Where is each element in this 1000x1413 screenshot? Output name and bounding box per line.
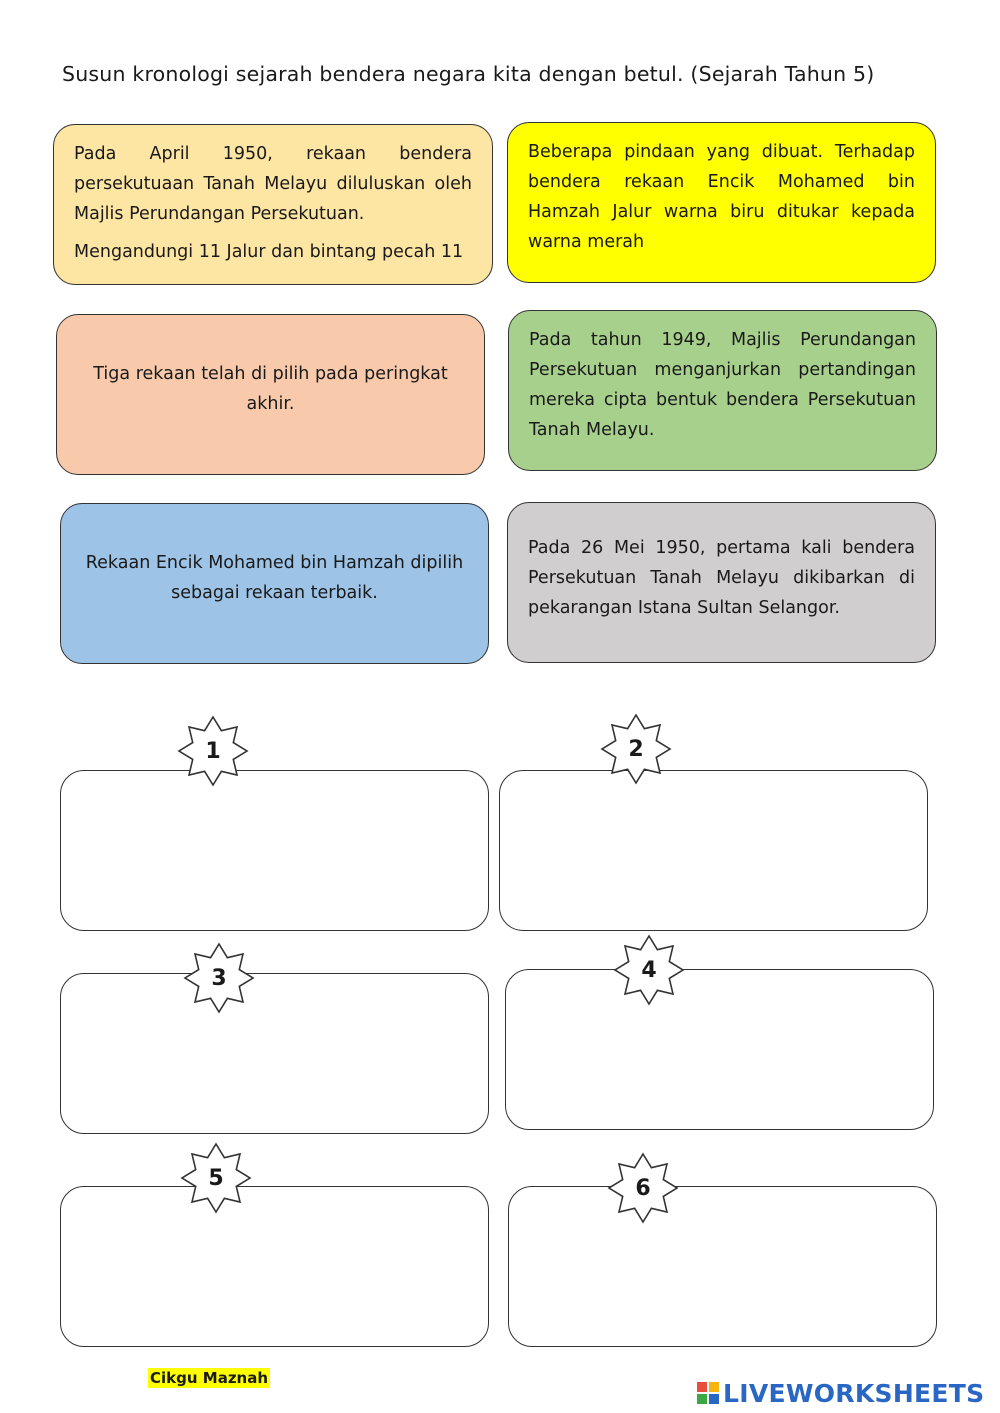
statement-card-tahun-1949[interactable] [508,310,937,471]
liveworksheets-logo[interactable] [697,1378,984,1408]
slot-number: 6 [635,1175,651,1201]
answer-slot-1[interactable] [60,770,489,931]
star-badge-5 [180,1142,252,1214]
statement-text: Mengandungi 11 Jalur dan bintang pecah 11 [74,242,464,262]
statement-text: Pada 26 Mei 1950, pertama kali bendera Persekutuan Tanah Melayu dikibarkan di pekarangan Istana Sultan Selangor. [528,538,915,618]
answer-slot-5[interactable] [60,1186,489,1347]
statement-card-pindaan[interactable] [507,122,936,283]
star-badge-3 [183,942,255,1014]
answer-slot-2[interactable] [499,770,928,931]
star-badge-4 [613,934,685,1006]
answer-slot-4[interactable] [505,969,934,1130]
statement-text: Tiga rekaan telah di pilih pada peringkat akhir. [93,364,448,414]
star-badge-2 [600,713,672,785]
statement-card-tiga-rekaan[interactable] [56,314,485,475]
answer-slot-3[interactable] [60,973,489,1134]
liveworksheets-logo-icon [697,1382,719,1404]
slot-number: 3 [211,965,227,991]
slot-number: 4 [641,957,657,983]
star-badge-1 [177,715,249,787]
statement-text: Rekaan Encik Mohamed bin Hamzah dipilih sebagai rekaan terbaik. [85,553,464,603]
star-badge-6 [607,1152,679,1224]
brand-name: LIVEWORKSHEETS [723,1378,985,1408]
answer-slot-6[interactable] [508,1186,937,1347]
statement-text: Pada tahun 1949, Majlis Perundangan Persekutuan menganjurkan pertandingan mereka cipta bentuk bendera Persekutuan Tanah Melayu. [529,330,916,440]
statement-card-rekaan-terbaik[interactable] [60,503,489,664]
slot-number: 1 [205,738,221,764]
statement-card-26-mei-1950[interactable] [507,502,936,663]
statement-card-april-1950[interactable] [53,124,493,285]
author-credit: Cikgu Maznah [150,1369,269,1387]
slot-number: 2 [628,736,644,762]
statement-text: Pada April 1950, rekaan bendera persekutuaan Tanah Melayu diluluskan oleh Majlis Perundangan Persekutuan. [74,144,472,224]
statement-text: Beberapa pindaan yang dibuat. Terhadap bendera rekaan Encik Mohamed bin Hamzah Jalur warna biru ditukar kepada warna merah [528,142,915,252]
worksheet-title: Susun kronologi sejarah bendera negara kita dengan betul. (Sejarah Tahun 5) [62,62,875,86]
slot-number: 5 [208,1165,224,1191]
